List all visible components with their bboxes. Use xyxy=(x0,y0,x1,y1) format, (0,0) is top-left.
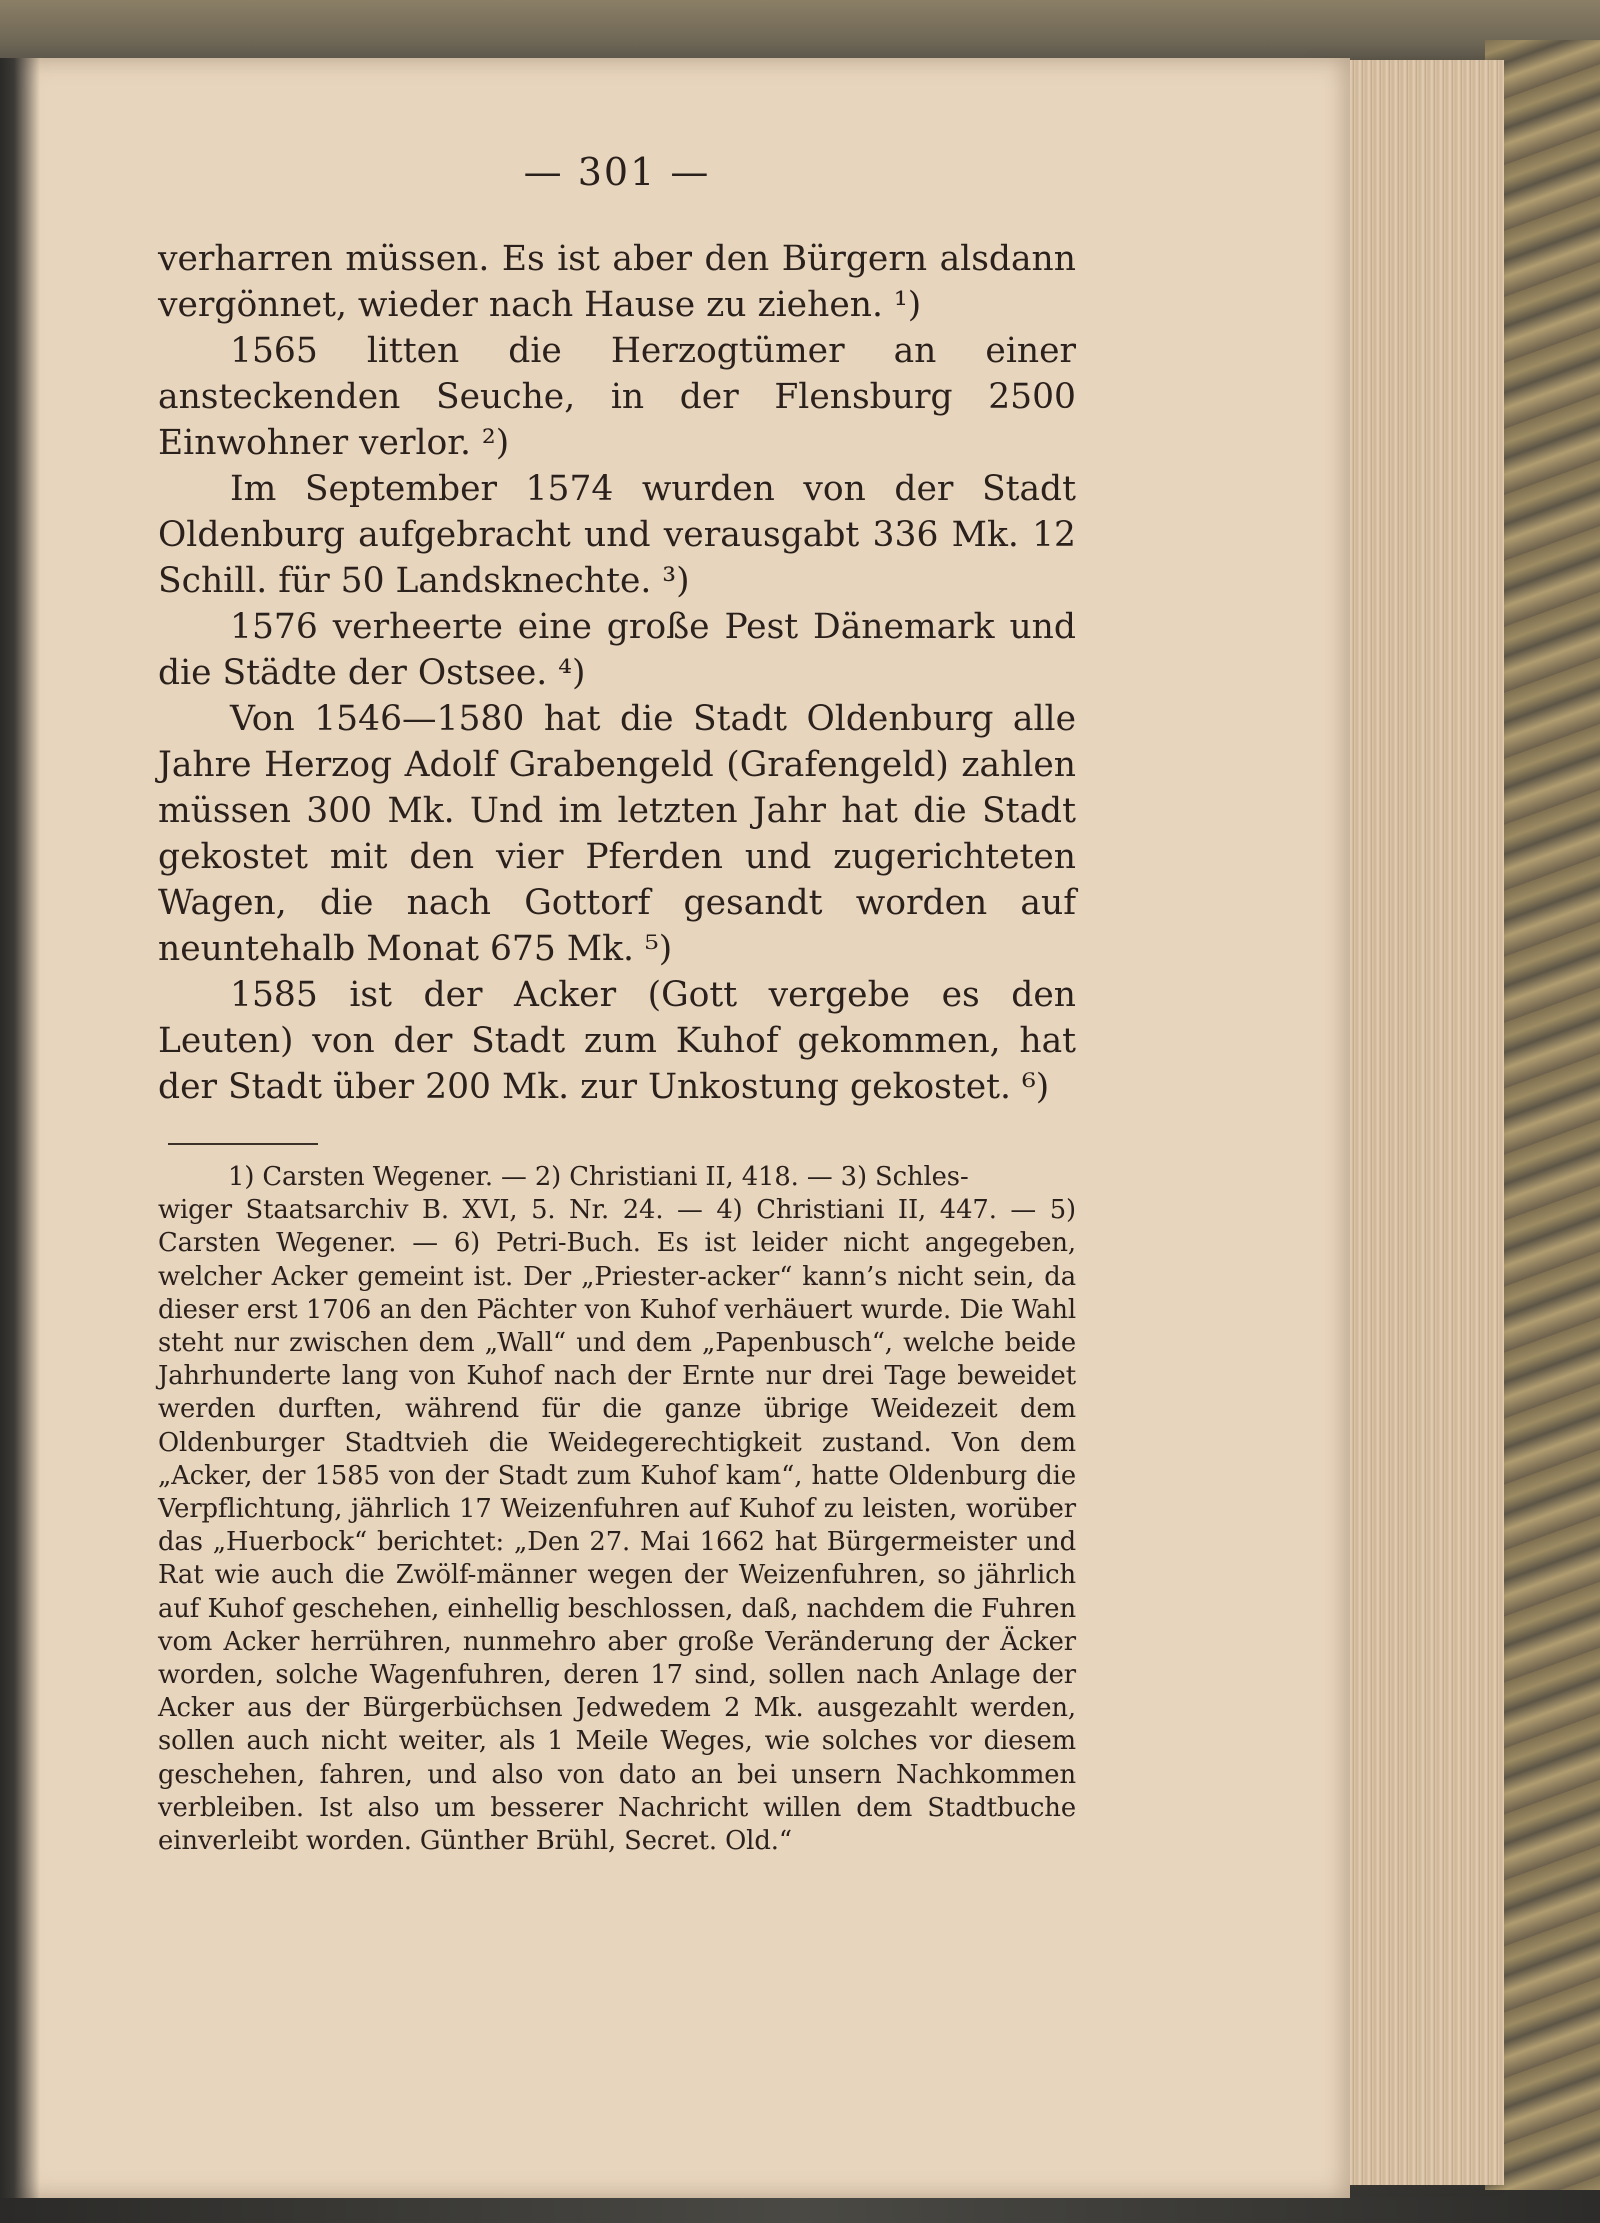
footnotes xyxy=(158,1161,1076,1858)
footnote-divider xyxy=(168,1143,318,1145)
main-paragraph-4: 1576 verheerte eine große Pest Dänemark und die Städte der Ostsee. ⁴) xyxy=(158,607,1076,693)
page-number: — 301 — xyxy=(523,150,711,194)
main-text xyxy=(158,236,1076,1110)
main-paragraph-1: verharren müssen. Es ist aber den Bürgern alsdann vergönnet, wieder nach Hause zu ziehen. ¹) xyxy=(158,239,1076,325)
main-paragraph-5: Von 1546—1580 hat die Stadt Oldenburg alle Jahre Herzog Adolf Grabengeld (Grafengeld) zahlen müssen 300 Mk. Und im letzten Jahr hat die Stadt gekostet mit den vier Pferden und zugerichteten Wagen, die nach Gottorf gesandt worden auf neuntehalb Monat 675 Mk. ⁵) xyxy=(158,699,1076,969)
footnote-first-line: 1) Carsten Wegener. — 2) Christiani II, 418. — 3) Schles- xyxy=(228,1162,969,1192)
main-paragraph-2: 1565 litten die Herzogtümer an einer ansteckenden Seuche, in der Flensburg 2500 Einwohner verlor. ²) xyxy=(158,331,1076,463)
page-text-area xyxy=(158,150,1076,1858)
footnote-text: wiger Staatsarchiv B. XVI, 5. Nr. 24. — 4) Christiani II, 447. — 5) Carsten Wegener. — 6) Petri-Buch. Es ist leider nicht angegeben, welcher Acker gemeint ist. Der „Priester-acker“ kann’s nicht sein, da dieser erst 1706 an den Pächter von Kuhof verhäuert wurde. Die Wahl steht nur zwischen dem „Wall“ und dem „Papenbusch“, welche beide Jahrhunderte lang von Kuhof nach der Ernte nur drei Tage beweidet werden durften, während für die ganze übrige Weidezeit dem Oldenburger Stadtvieh die Weidegerechtigkeit zustand. Von dem „Acker, der 1585 von der Stadt zum Kuhof kam“, hatte Oldenburg die Verpflichtung, jährlich 17 Weizenfuhren auf Kuhof zu leisten, worüber das „Huerbock“ berichtet: „Den 27. Mai 1662 hat Bürgermeister und Rat wie auch die Zwölf-männer wegen der Weizenfuhren, so jährlich auf Kuhof geschehen, einhellig beschlossen, daß, nachdem die Fuhren vom Acker herrühren, nunmehro aber große Veränderung der Äcker worden, solche Wagenfuhren, deren 17 sind, sollen nach Anlage der Acker aus der Bürgerbüchsen Jedwedem 2 Mk. ausgezahlt werden, sollen auch nicht weiter, als 1 Meile Weges, wie solches vor diesem geschehen, fahren, und also von dato an bei unsern Nachkommen verbleiben. Ist also um besserer Nachricht willen dem Stadtbuche einverleibt worden. Günther Brühl, Secret. Old.“ xyxy=(158,1195,1076,1857)
book-gutter xyxy=(0,58,40,2198)
main-paragraph-3: Im September 1574 wurden von der Stadt Oldenburg aufgebracht und verausgabt 336 Mk. 12 Schill. für 50 Landsknechte. ³) xyxy=(158,469,1076,601)
main-paragraph-6: 1585 ist der Acker (Gott vergebe es den Leuten) von der Stadt zum Kuhof gekommen, hat der Stadt über 200 Mk. zur Unkostung gekostet. ⁶) xyxy=(158,975,1076,1107)
